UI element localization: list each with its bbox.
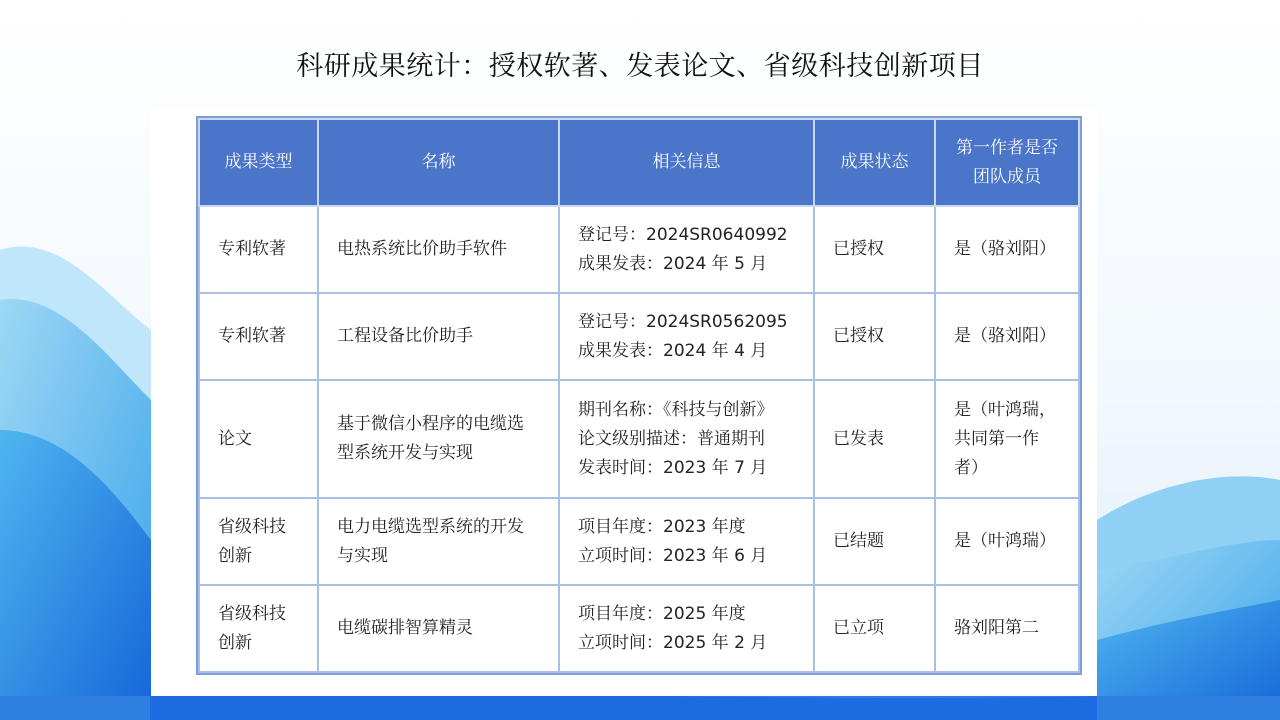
cell-type: 省级科技创新 [199, 498, 318, 585]
cell-name: 工程设备比价助手 [318, 293, 559, 380]
cell-name: 电力电缆选型系统的开发与实现 [318, 498, 559, 585]
cell-status: 已结题 [814, 498, 935, 585]
info-line: 项目年度：2023 年度 [578, 516, 746, 537]
header-name: 名称 [318, 119, 559, 206]
info-line: 成果发表：2024 年 4 月 [578, 340, 768, 361]
slide-title: 科研成果统计：授权软著、发表论文、省级科技创新项目 [296, 51, 984, 82]
table-row [199, 585, 1079, 672]
cell-name: 电热系统比价助手软件 [318, 206, 559, 293]
info-line: 期刊名称：《科技与创新》 [578, 399, 774, 420]
cell-author: 是（叶鸿瑞，共同第一作者） [935, 380, 1079, 498]
cell-type: 省级科技创新 [199, 585, 318, 672]
header-status: 成果状态 [814, 119, 935, 206]
cell-author: 是（叶鸿瑞） [935, 498, 1079, 585]
cell-info [559, 498, 814, 585]
header-info: 相关信息 [559, 119, 814, 206]
cell-author: 是（骆刘阳） [935, 293, 1079, 380]
info-line: 成果发表：2024 年 5 月 [578, 253, 768, 274]
cell-type: 专利软著 [199, 206, 318, 293]
cell-status: 已授权 [814, 293, 935, 380]
info-line: 登记号：2024SR0562095 [578, 311, 788, 332]
cell-info [559, 293, 814, 380]
info-line: 立项时间：2025 年 2 月 [578, 632, 768, 653]
cell-info [559, 206, 814, 293]
cell-name: 电缆碳排智算精灵 [318, 585, 559, 672]
header-author: 第一作者是否团队成员 [935, 119, 1079, 206]
cell-author: 骆刘阳第二 [935, 585, 1079, 672]
cell-status: 已发表 [814, 380, 935, 498]
table-row [199, 293, 1079, 380]
cell-status: 已立项 [814, 585, 935, 672]
info-line: 论文级别描述：普通期刊 [578, 428, 765, 449]
cell-info [559, 380, 814, 498]
cell-name: 基于微信小程序的电缆选型系统开发与实现 [318, 380, 559, 498]
table-row [199, 380, 1079, 498]
table-header-row [199, 119, 1079, 206]
cell-author: 是（骆刘阳） [935, 206, 1079, 293]
info-line: 登记号：2024SR0640992 [578, 224, 788, 245]
cell-type: 专利软著 [199, 293, 318, 380]
info-line: 立项时间：2023 年 6 月 [578, 545, 768, 566]
info-line: 项目年度：2025 年度 [578, 603, 746, 624]
cell-type: 论文 [199, 380, 318, 498]
table-row [199, 498, 1079, 585]
header-type: 成果类型 [199, 119, 318, 206]
achievements-table [198, 118, 1080, 673]
info-line: 发表时间：2023 年 7 月 [578, 457, 768, 478]
table-row [199, 206, 1079, 293]
cell-status: 已授权 [814, 206, 935, 293]
cell-info [559, 585, 814, 672]
